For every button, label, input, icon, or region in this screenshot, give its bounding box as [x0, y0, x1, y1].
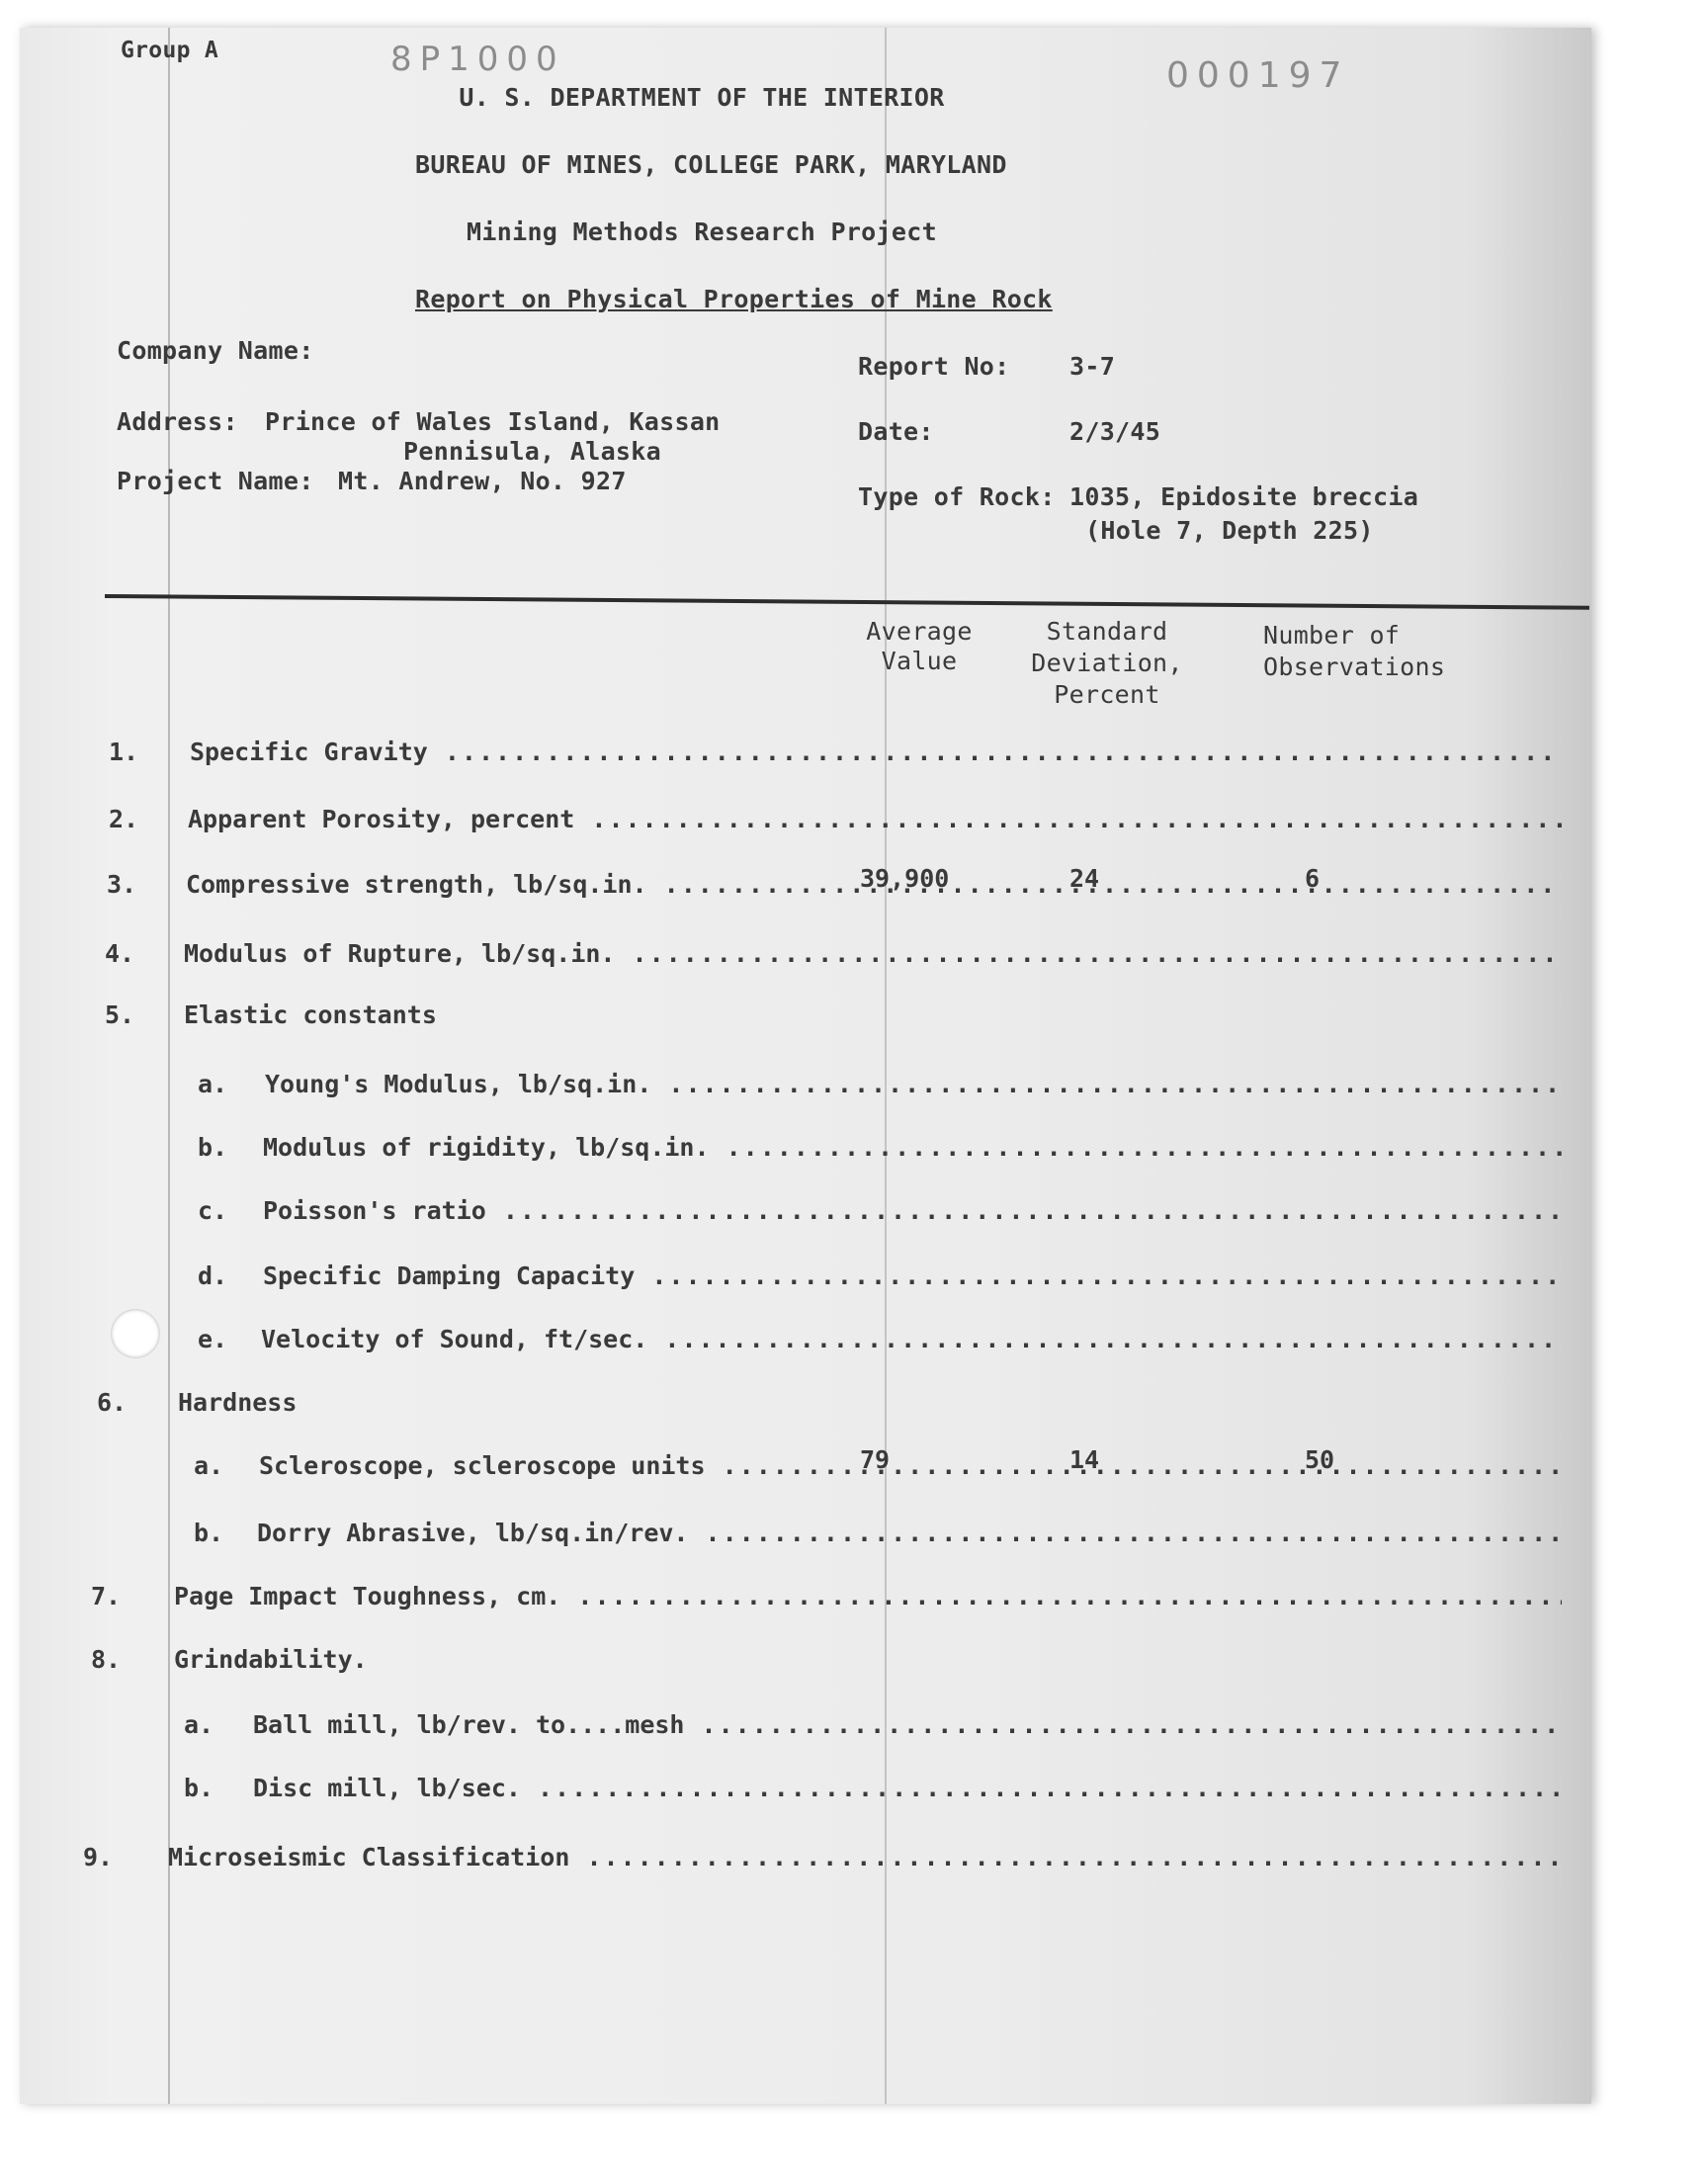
row-average-value: 39,900 [860, 864, 950, 893]
table-row [20, 1645, 1577, 1685]
table-row [20, 1774, 1577, 1813]
row-label: Modulus of Rupture, lb/sq.in. ..... [184, 939, 1562, 968]
document-page [20, 28, 1591, 2104]
project-label: Project Name: [117, 467, 314, 495]
header-department: U. S. DEPARTMENT OF THE INTERIOR [459, 83, 945, 112]
table-row [20, 1325, 1577, 1364]
row-number: 7. [91, 1582, 122, 1610]
row-label: Young's Modulus, lb/sq.in. ..... [265, 1070, 1562, 1098]
row-std-deviation: 24 [1069, 864, 1100, 893]
row-label: Scleroscope, scleroscope units ..... [259, 1451, 1562, 1480]
row-label: Apparent Porosity, percent ..... [188, 805, 1562, 833]
table-row [20, 1262, 1577, 1301]
table-row [20, 864, 1577, 910]
row-label: Elastic constants [184, 1000, 437, 1029]
row-observations: 50 [1305, 1445, 1335, 1474]
address-line-2: Pennisula, Alaska [403, 437, 661, 466]
company-label: Company Name: [117, 336, 314, 365]
table-row [20, 1519, 1577, 1558]
row-label: Compressive strength, lb/sq.in. ..... [186, 870, 1562, 899]
row-std-deviation: 14 [1069, 1445, 1100, 1474]
group-label: Group A [121, 38, 219, 63]
row-label: Disc mill, lb/sec. ..... [253, 1774, 1562, 1802]
row-label: Ball mill, lb/rev. to....mesh ..... [253, 1710, 1562, 1739]
row-label: Dorry Abrasive, lb/sq.in/rev. ..... [257, 1519, 1562, 1547]
row-label: Poisson's ratio ..... [263, 1196, 1562, 1225]
table-row [20, 1388, 1577, 1428]
row-number: b. [198, 1133, 228, 1162]
row-number: 6. [97, 1388, 128, 1417]
row-label: Velocity of Sound, ft/sec. ..... [261, 1325, 1562, 1353]
row-number: 4. [105, 939, 135, 968]
row-number: d. [198, 1262, 228, 1290]
table-row [20, 1000, 1577, 1040]
row-label: Modulus of rigidity, lb/sq.in. ..... [263, 1133, 1562, 1162]
row-label: Hardness [178, 1388, 298, 1417]
table-row [20, 1582, 1577, 1621]
col-std-line2: Deviation, [1031, 649, 1183, 677]
row-number: a. [184, 1710, 214, 1739]
row-number: e. [198, 1325, 228, 1353]
table-row [20, 805, 1577, 844]
table-row [20, 1133, 1577, 1173]
col-avg-line1: Average [866, 617, 973, 646]
date-label: Date: [858, 417, 934, 446]
col-obs-line1: Number of [1263, 621, 1401, 650]
col-avg-line2: Value [881, 647, 958, 675]
row-label: Page Impact Toughness, cm. ..... [174, 1582, 1562, 1610]
table-row [20, 1196, 1577, 1236]
date-value: 2/3/45 [1069, 417, 1161, 446]
row-number: 5. [105, 1000, 135, 1029]
col-std-line3: Percent [1054, 680, 1160, 709]
row-number: b. [184, 1774, 214, 1802]
row-number: a. [194, 1451, 224, 1480]
rock-type-value: 1035, Epidosite breccia [1069, 482, 1419, 511]
table-row [20, 1070, 1577, 1109]
row-number: b. [194, 1519, 224, 1547]
row-label: Specific Gravity ..... [190, 738, 1562, 766]
row-label: Grindability. [174, 1645, 368, 1674]
row-number: a. [198, 1070, 228, 1098]
report-no-label: Report No: [858, 352, 1010, 381]
table-row [20, 1710, 1577, 1750]
row-label: Specific Damping Capacity ..... [263, 1262, 1562, 1290]
row-number: 3. [107, 870, 137, 899]
row-number: 1. [109, 738, 139, 766]
row-observations: 6 [1305, 864, 1321, 893]
header-project: Mining Methods Research Project [467, 218, 937, 246]
row-number: 2. [109, 805, 139, 833]
handwritten-code: 8P1000 [390, 40, 565, 79]
row-number: c. [198, 1196, 228, 1225]
row-average-value: 79 [860, 1445, 891, 1474]
col-obs-line2: Observations [1263, 652, 1446, 681]
report-no-value: 3-7 [1069, 352, 1116, 381]
address-label: Address: [117, 407, 238, 436]
report-title: Report on Physical Properties of Mine Rock [415, 285, 1053, 313]
table-top-rule [105, 594, 1589, 610]
row-label: Microseismic Classification ..... [168, 1843, 1562, 1871]
col-std-line1: Standard [1046, 617, 1168, 646]
project-value: Mt. Andrew, No. 927 [338, 467, 627, 495]
header-bureau: BUREAU OF MINES, COLLEGE PARK, MARYLAND [415, 150, 1007, 179]
table-row [20, 939, 1577, 979]
table-row [20, 738, 1577, 777]
table-row [20, 1843, 1577, 1882]
address-line-1: Prince of Wales Island, Kassan [265, 407, 721, 436]
table-row [20, 1445, 1577, 1491]
row-number: 9. [83, 1843, 114, 1871]
rock-type-label: Type of Rock: [858, 482, 1056, 511]
rock-type-location: (Hole 7, Depth 225) [1085, 516, 1374, 545]
page-number: 000197 [1166, 55, 1350, 96]
row-number: 8. [91, 1645, 122, 1674]
